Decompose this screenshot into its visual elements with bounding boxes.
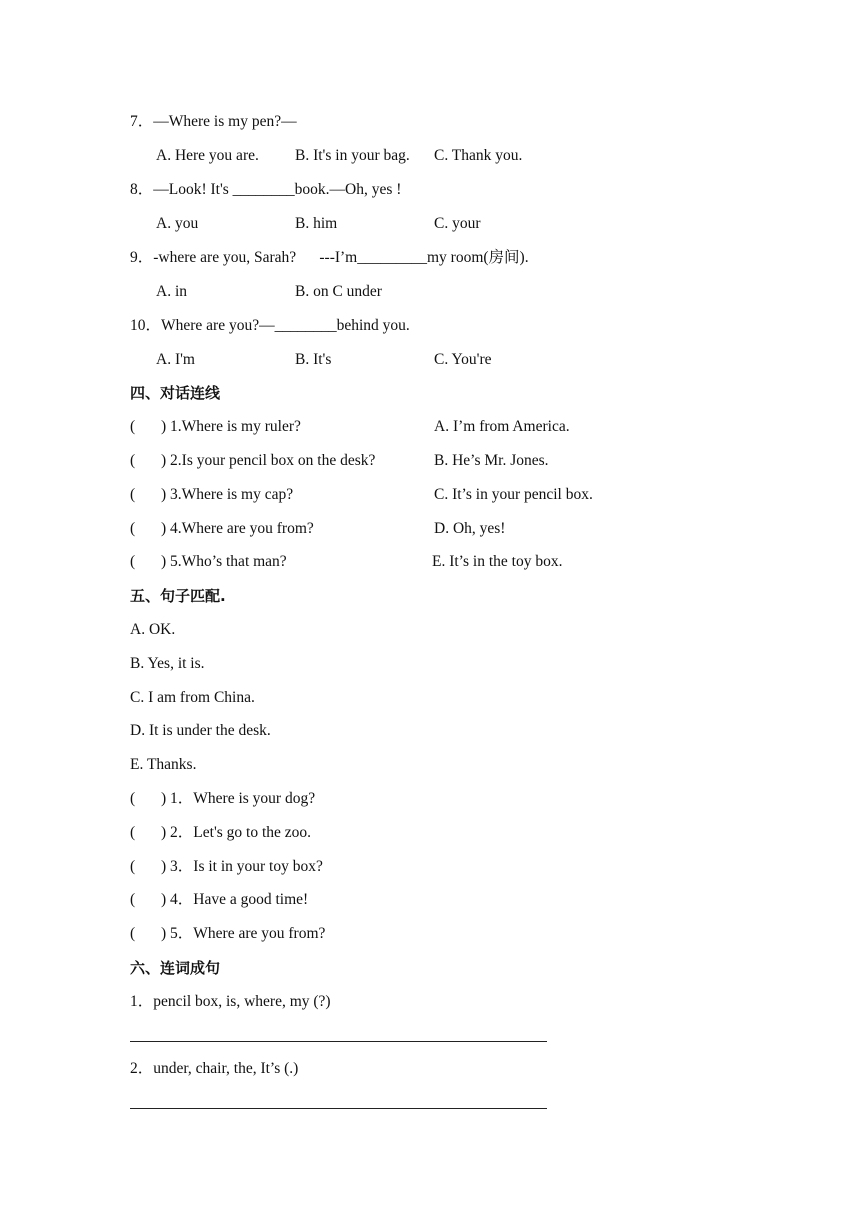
option-7b: B. It's in your bag.: [295, 147, 410, 164]
option-8a: A. you: [156, 215, 199, 232]
match-question: ) 3.Where is my cap?: [161, 486, 294, 503]
answer-line: [130, 1041, 547, 1042]
match-answer: C. It’s in your pencil box.: [434, 486, 593, 503]
match-answer: A. I’m from America.: [434, 418, 570, 435]
question-7: 7．—Where is my pen?—: [130, 113, 297, 130]
question-10: 10．Where are you?—________behind you.: [130, 317, 410, 334]
option-8b: B. him: [295, 215, 338, 232]
option-7a: A. Here you are.: [156, 147, 259, 164]
match-paren: (: [130, 486, 136, 503]
option-10c: C. You're: [434, 351, 492, 368]
item-paren: (: [130, 824, 136, 841]
match-question: ) 4.Where are you from?: [161, 520, 314, 537]
word-order-item: 2．under, chair, the, It’s (.): [130, 1060, 299, 1077]
match-question: ) 1.Where is my ruler?: [161, 418, 301, 435]
option-10b: B. It's: [295, 351, 332, 368]
answer-option: E. Thanks.: [130, 756, 197, 773]
sentence-item: ) 3．Is it in your toy box?: [161, 858, 323, 875]
match-paren: (: [130, 452, 136, 469]
answer-option: A. OK.: [130, 621, 176, 638]
item-paren: (: [130, 891, 136, 908]
question-8: 8．—Look! It's ________book.—Oh, yes !: [130, 181, 402, 198]
match-paren: (: [130, 520, 136, 537]
answer-option: B. Yes, it is.: [130, 655, 205, 672]
item-paren: (: [130, 925, 136, 942]
option-7c: C. Thank you.: [434, 147, 523, 164]
section-6-heading: 六、连词成句: [130, 959, 221, 977]
item-paren: (: [130, 858, 136, 875]
word-order-item: 1．pencil box, is, where, my (?): [130, 993, 331, 1010]
match-question: ) 2.Is your pencil box on the desk?: [161, 452, 376, 469]
match-question: ) 5.Who’s that man?: [161, 553, 287, 570]
section-4-heading: 四、对话连线: [130, 384, 221, 402]
sentence-item: ) 2．Let's go to the zoo.: [161, 824, 312, 841]
match-answer: D. Oh, yes!: [434, 520, 506, 537]
item-paren: (: [130, 790, 136, 807]
question-9: 9．-where are you, Sarah? ---I’m_________my room(房间).: [130, 249, 529, 266]
sentence-item: ) 1．Where is your dog?: [161, 790, 316, 807]
answer-option: C. I am from China.: [130, 689, 255, 706]
answer-line: [130, 1108, 547, 1109]
option-9b: B. on C under: [295, 283, 382, 300]
answer-option: D. It is under the desk.: [130, 722, 271, 739]
match-paren: (: [130, 553, 136, 570]
option-8c: C. your: [434, 215, 481, 232]
match-paren: (: [130, 418, 136, 435]
match-answer: B. He’s Mr. Jones.: [434, 452, 549, 469]
sentence-item: ) 4．Have a good time!: [161, 891, 309, 908]
option-10a: A. I'm: [156, 351, 195, 368]
option-9a: A. in: [156, 283, 187, 300]
section-5-heading: 五、句子匹配.: [130, 587, 226, 605]
sentence-item: ) 5．Where are you from?: [161, 925, 326, 942]
match-answer: E. It’s in the toy box.: [432, 553, 563, 570]
